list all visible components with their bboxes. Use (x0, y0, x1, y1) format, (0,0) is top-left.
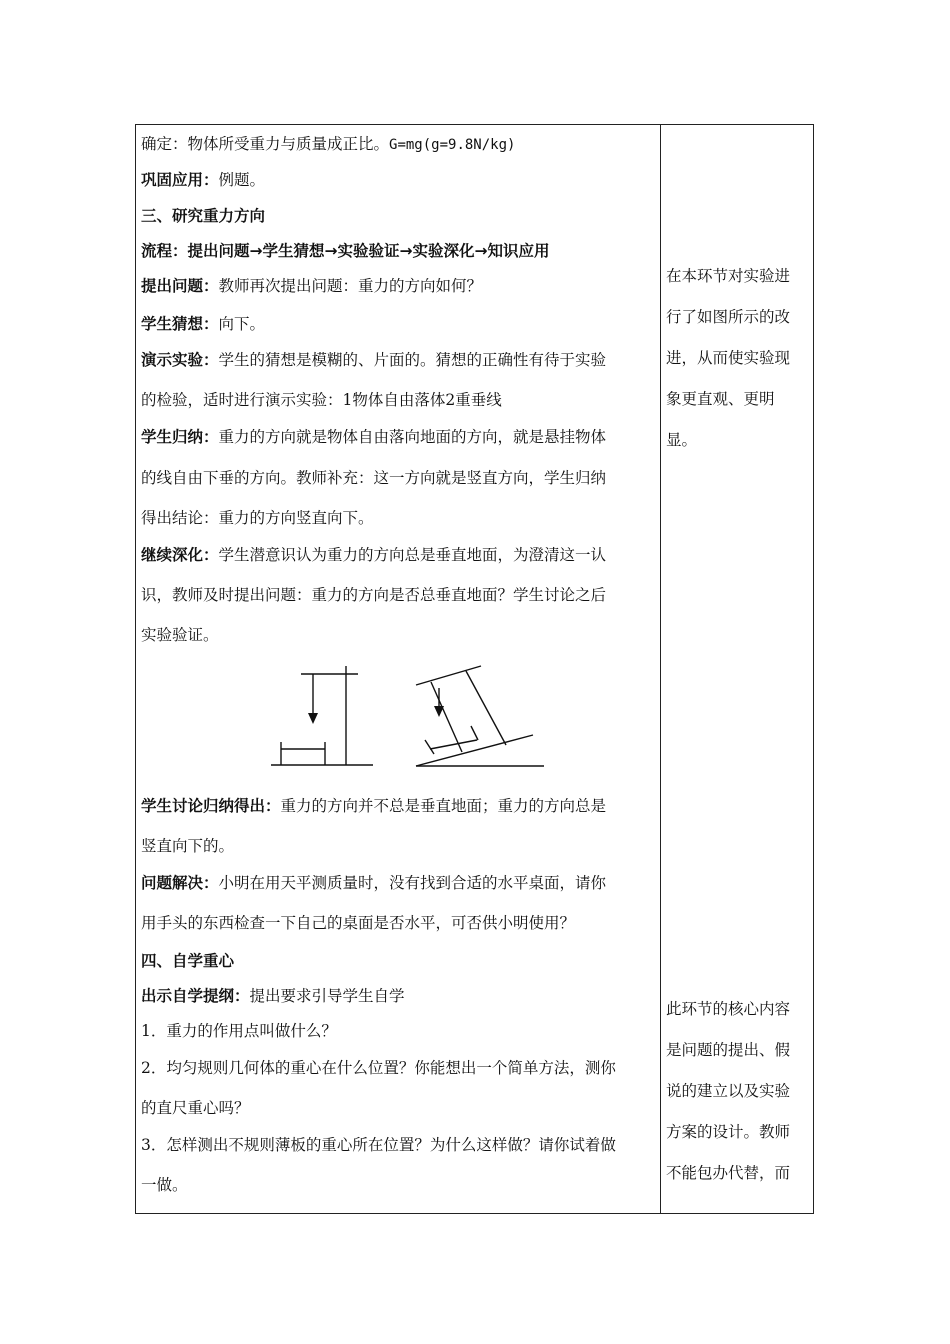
text-line: 巩固应用：例题。 (141, 171, 266, 189)
text-line: 得出结论：重力的方向竖直向下。 (141, 509, 374, 527)
note-line: 方案的设计。教师 (666, 1123, 791, 1141)
text-line: 演示实验：学生的猜想是模糊的、片面的。猜想的正确性有待于实验 (141, 351, 607, 369)
text-line: 识，教师及时提出问题：重力的方向是否总垂直地面？学生讨论之后 (141, 586, 607, 604)
text-line: 确定：物体所受重力与质量成正比。G=mg(g=9.8N/kg) (141, 135, 516, 153)
text-line: 出示自学提纲：提出要求引导学生自学 (141, 987, 405, 1005)
note-line: 显。 (666, 431, 698, 449)
text-line: 竖直向下的。 (141, 837, 235, 855)
note-line: 不能包办代替，而 (666, 1164, 791, 1182)
text-line: 学生归纳：重力的方向就是物体自由落向地面的方向，就是悬挂物体 (141, 428, 607, 446)
note-line: 进，从而使实验现 (666, 349, 791, 367)
text-line: 的检验，适时进行演示实验：1物体自由落体2重垂线 (141, 391, 502, 409)
plumb-line-diagram (271, 666, 373, 765)
section-heading: 四、自学重心 (141, 952, 235, 970)
note-line: 象更直观、更明 (666, 390, 775, 408)
text-line: 流程：提出问题→学生猜想→实验验证→实验深化→知识应用 (141, 242, 550, 260)
lesson-table (135, 124, 814, 1214)
section-heading: 三、研究重力方向 (141, 207, 266, 225)
text-line: 继续深化：学生潜意识认为重力的方向总是垂直地面，为澄清这一认 (141, 546, 607, 564)
experiment-figure (261, 660, 551, 774)
text-line: 实验验证。 (141, 626, 219, 644)
list-item: 2．均匀规则几何体的重心在什么位置？你能想出一个简单方法，测你 (141, 1059, 616, 1077)
note-block-experiment (666, 256, 811, 461)
text-line: 用手头的东西检查一下自己的桌面是否水平，可否供小明使用？ (141, 914, 576, 932)
note-line: 在本环节对实验进 (666, 267, 791, 285)
note-line: 说的建立以及实验 (666, 1082, 791, 1100)
note-line: 行了如图所示的改 (666, 308, 791, 326)
text-line: 问题解决：小明在用天平测质量时，没有找到合适的水平桌面，请你 (141, 874, 607, 892)
text-line: 学生猜想：向下。 (141, 315, 266, 333)
text-line: 提出问题：教师再次提出问题：重力的方向如何？ (141, 277, 483, 295)
note-line: 是问题的提出、假 (666, 1041, 791, 1059)
list-item: 3．怎样测出不规则薄板的重心所在位置？为什么这样做？请你试着做 (141, 1136, 616, 1154)
note-line: 此环节的核心内容 (666, 1000, 791, 1018)
list-item: 的直尺重心吗？ (141, 1099, 250, 1117)
note-block-center-of-gravity (666, 989, 811, 1194)
column-divider (660, 125, 661, 1213)
inclined-plane-diagram (416, 666, 544, 766)
text-line: 的线自由下垂的方向。教师补充：这一方向就是竖直方向，学生归纳 (141, 469, 607, 487)
list-item: 一做。 (141, 1176, 188, 1194)
list-item: 1．重力的作用点叫做什么？ (141, 1022, 337, 1040)
text-line: 学生讨论归纳得出：重力的方向并不总是垂直地面；重力的方向总是 (141, 797, 607, 815)
